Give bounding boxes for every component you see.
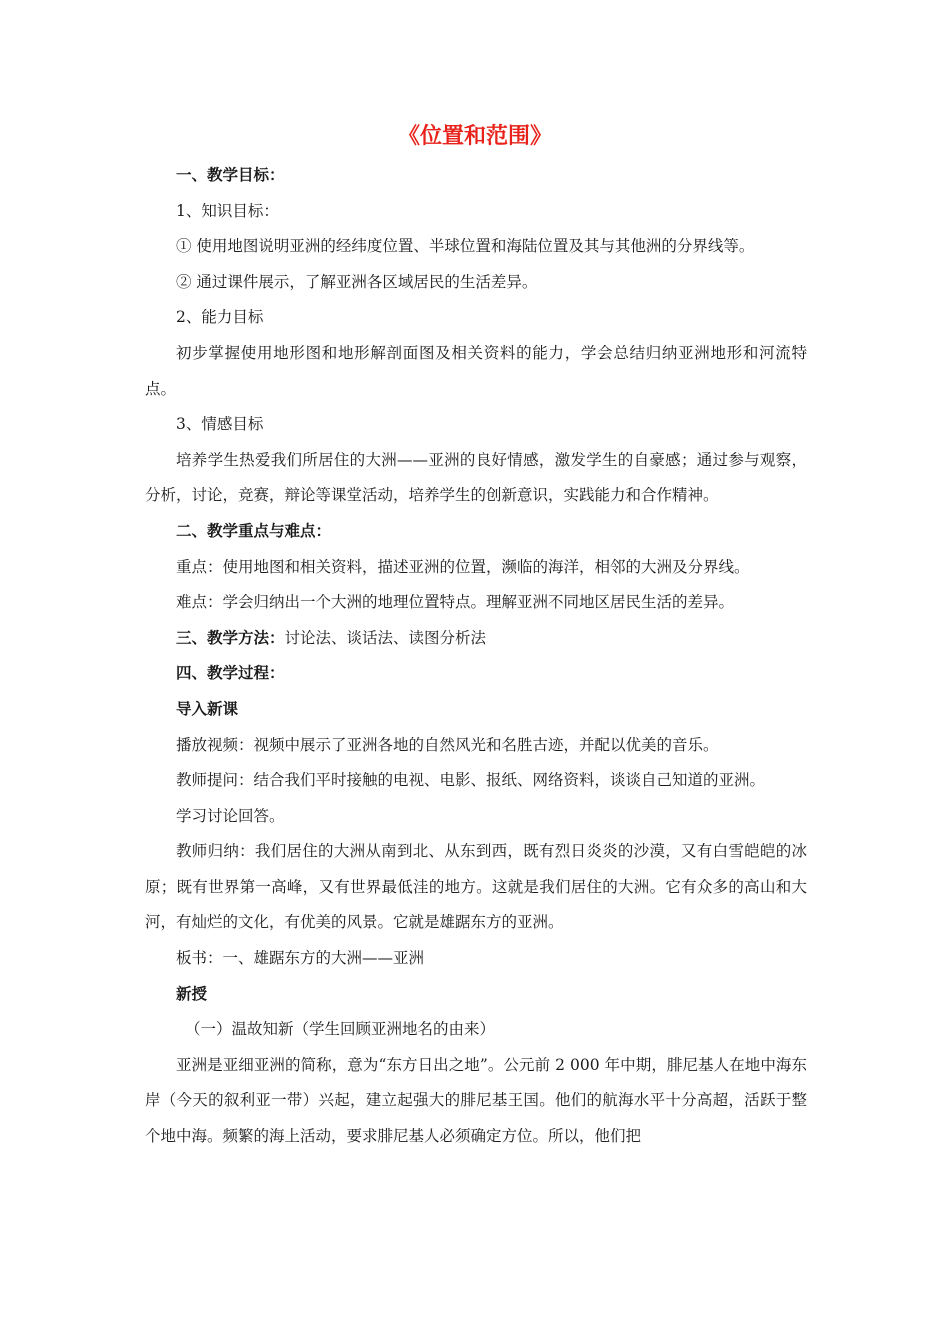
teaching-method-line — [145, 621, 807, 657]
teacher-summary-text: 教师归纳：我们居住的大洲从南到北、从东到西，既有烈日炎炎的沙漠，又有白雪皑皑的冰原；既有世界第一高峰，又有世界最低洼的地方。这就是我们居住的大洲。它有众多的高山和大河，有灿烂的文化，有优美的风景。它就是雄踞东方的亚洲。 — [145, 842, 807, 932]
document-title: 《位置和范围》 — [397, 124, 552, 149]
difficulty-text: 难点：学会归纳出一个大洲的地理位置特点。理解亚洲不同地区居民生活的差异。 — [176, 593, 735, 612]
knowledge-objective-item-1: ① 使用地图说明亚洲的经纬度位置、半球位置和海陆位置及其与其他洲的分界线等。 — [176, 237, 755, 256]
emotion-objective-title: 3、情感目标 — [176, 415, 264, 434]
ability-objective-text: 初步掌握使用地形图和地形解剖面图及相关资料的能力，学会总结归纳亚洲地形和河流特点。 — [145, 343, 807, 398]
section-heading-methods: 三、教学方法： — [176, 628, 285, 647]
key-point-text: 重点：使用地图和相关资料，描述亚洲的位置，濒临的海洋，相邻的大洲及分界线。 — [176, 557, 750, 576]
new-lesson-heading: 新授 — [176, 984, 208, 1003]
section-heading-objectives: 一、教学目标： — [176, 166, 285, 184]
teaching-method-text: 讨论法、谈话法、读图分析法 — [284, 628, 487, 647]
ability-objective-title: 2、能力目标 — [176, 308, 264, 327]
intro-heading: 导入新课 — [176, 699, 239, 718]
section-heading-key-points: 二、教学重点与难点： — [176, 521, 332, 540]
emotion-objective-text: 培养学生热爱我们所居住的大洲——亚洲的良好情感，激发学生的自豪感；通过参与观察，分析，讨论，竞赛，辩论等课堂活动，培养学生的创新意识，实践能力和合作精神。 — [145, 450, 807, 505]
board-text: 板书：一、雄踞东方的大洲——亚洲 — [176, 949, 425, 968]
student-answer-text: 学习讨论回答。 — [176, 806, 285, 825]
knowledge-objective-item-2: ② 通过课件展示，了解亚洲各区域居民的生活差异。 — [176, 272, 538, 291]
knowledge-objective-title: 1、知识目标： — [176, 201, 279, 220]
teacher-question-text: 教师提问：结合我们平时接触的电视、电影、报纸、网络资料，谈谈自己知道的亚洲。 — [176, 771, 766, 790]
section-heading-process: 四、教学过程： — [176, 664, 285, 683]
review-text: （一）温故知新（学生回顾亚洲地名的由来） — [185, 1020, 496, 1039]
asia-name-origin-text: 亚洲是亚细亚洲的简称，意为“东方日出之地”。公元前 2 000 年中期，腓尼基人在地中海东岸（今天的叙利亚一带）兴起，建立起强大的腓尼基王国。他们的航海水平十分高超，活跃于整个地中海。频繁的海上活动，要求腓尼基人必须确定方位。所以，他们把 — [145, 1055, 807, 1146]
document-body — [145, 158, 807, 1155]
video-text: 播放视频：视频中展示了亚洲各地的自然风光和名胜古迹，并配以优美的音乐。 — [176, 735, 719, 754]
